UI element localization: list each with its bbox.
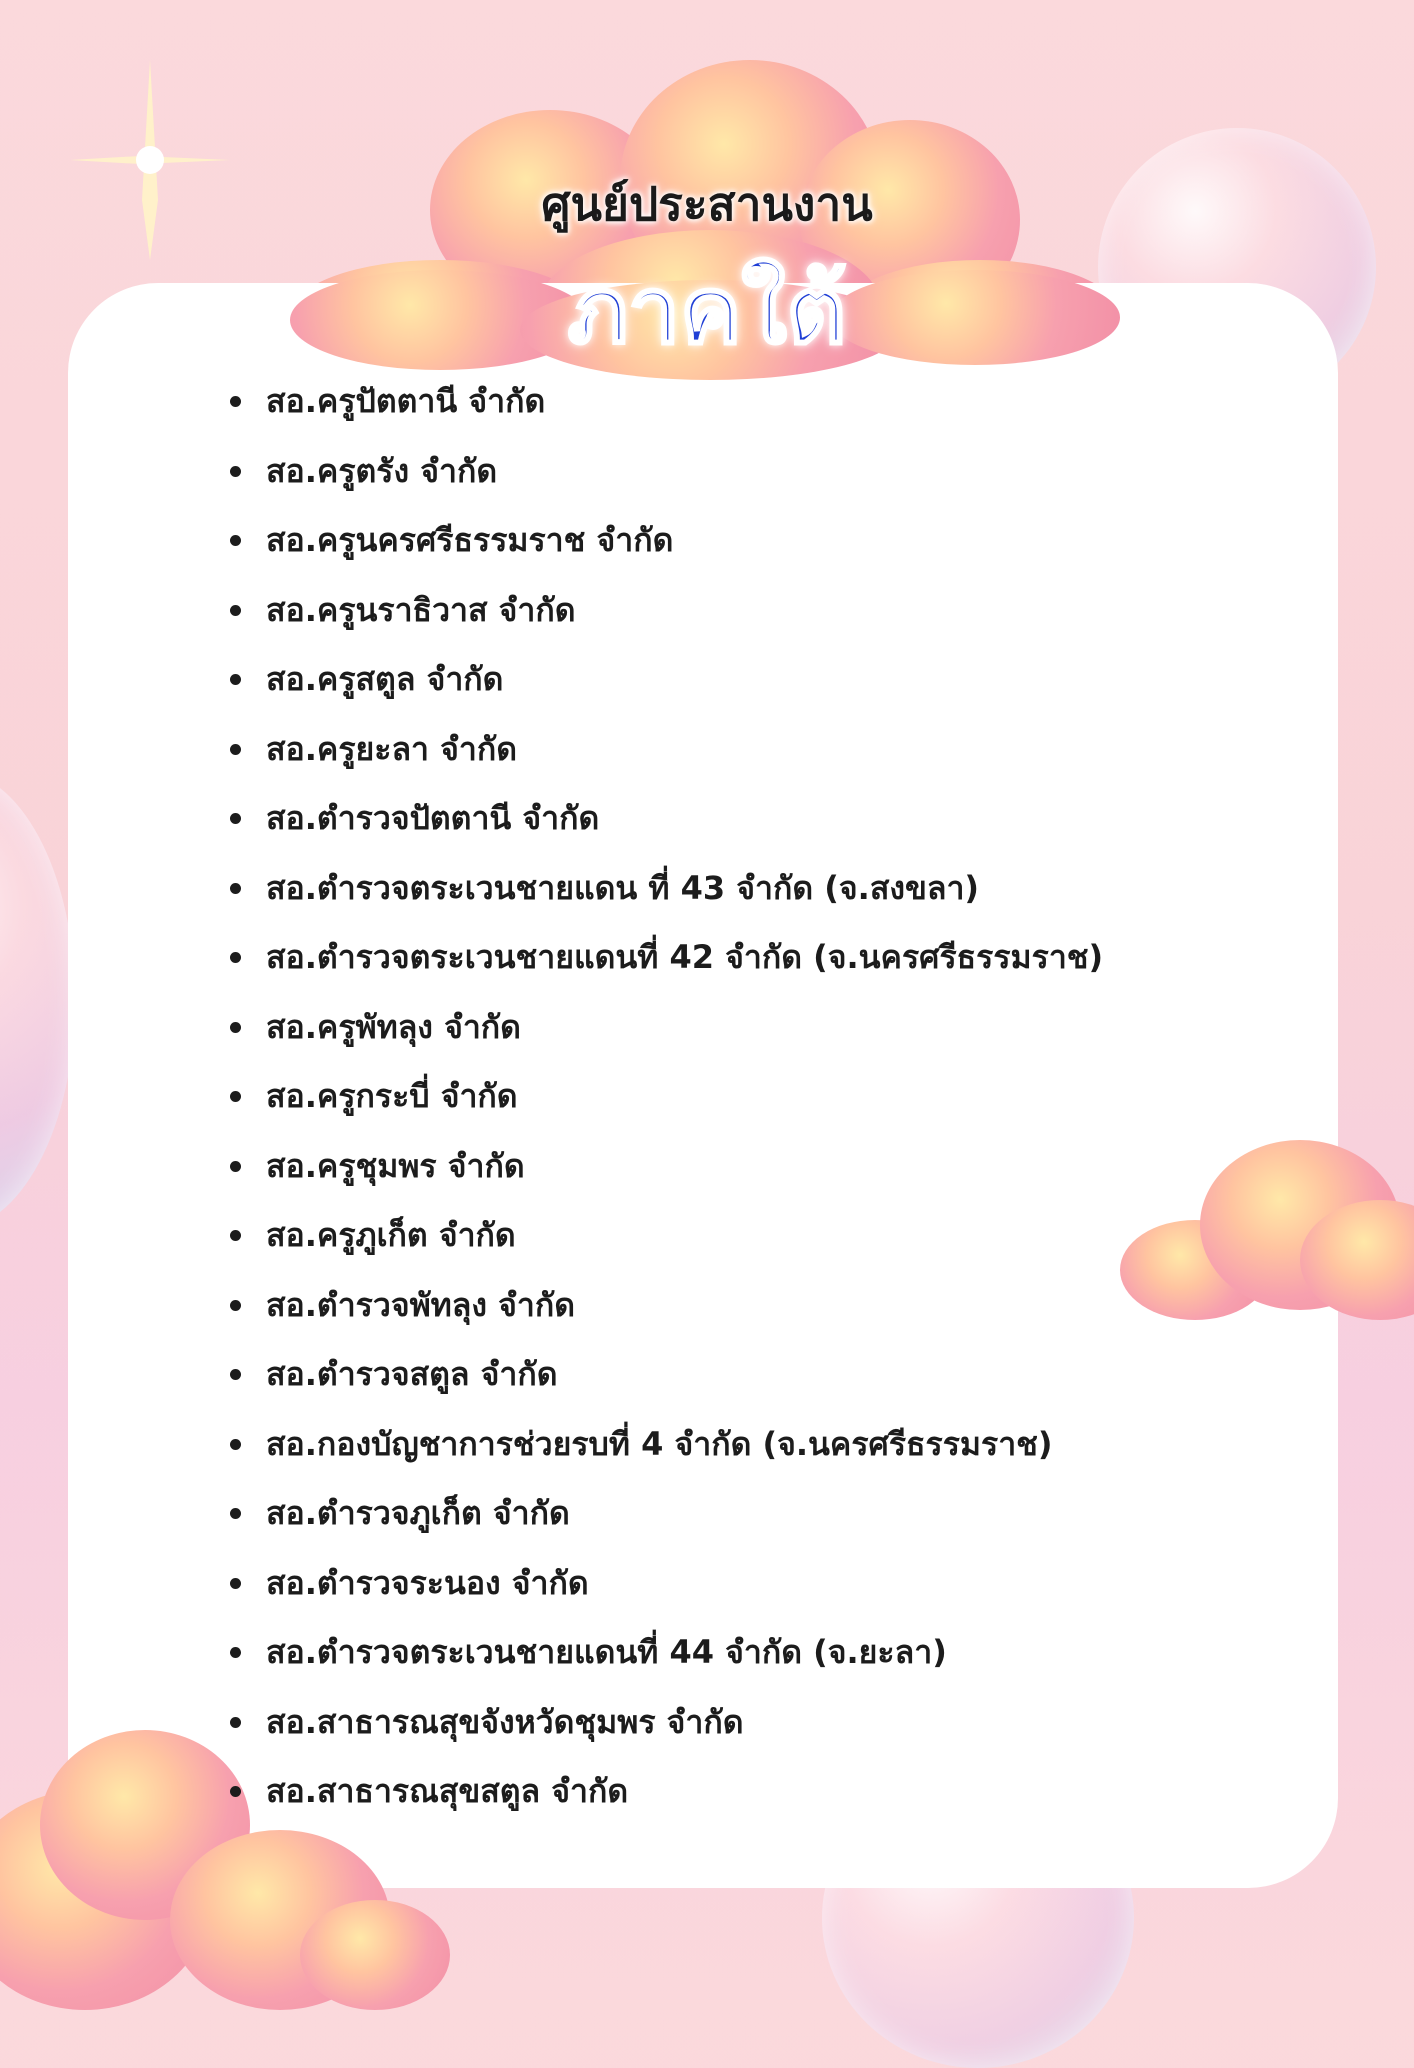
list-item-label: สอ.ครูสตูล จำกัด [266, 660, 504, 698]
list-item [224, 577, 1284, 647]
list-item [224, 785, 1284, 855]
bullet-icon [230, 952, 241, 963]
bullet-icon [230, 1786, 241, 1797]
bullet-icon [230, 1022, 241, 1033]
bullet-icon [230, 605, 241, 616]
list-item-label: สอ.ตำรวจพัทลุง จำกัด [266, 1285, 575, 1324]
list-item-label: สอ.สาธารณสุขจังหวัดชุมพร จำกัด [266, 1702, 744, 1741]
bullet-icon [230, 535, 241, 546]
list-item [224, 1341, 1284, 1411]
list-item [224, 1272, 1284, 1342]
list-item-label: สอ.ครูยะลา จำกัด [266, 729, 518, 768]
list-item-label: สอ.ตำรวจสตูล จำกัด [266, 1355, 558, 1393]
bullet-icon [230, 1369, 241, 1380]
list-item [224, 1689, 1284, 1759]
bullet-icon [230, 1439, 241, 1450]
bullet-icon [230, 466, 241, 477]
list-item-label: สอ.ครูชุมพร จำกัด [266, 1146, 525, 1185]
list-item [224, 646, 1284, 716]
bubble-left [0, 770, 75, 1230]
list-item-label: สอ.ครูพัทลุง จำกัด [266, 1007, 521, 1046]
list-item-label: สอ.ตำรวจตระเวนชายแดนที่ 42 จำกัด (จ.นครศรีธรรมราช) [266, 938, 1104, 976]
list-item-label: สอ.ครูกระบี่ จำกัด [266, 1077, 518, 1115]
bullet-icon [230, 674, 241, 685]
bullet-icon [230, 1508, 241, 1519]
bullet-icon [230, 813, 241, 824]
bullet-icon [230, 1717, 241, 1728]
list-item [224, 855, 1284, 925]
list-item [224, 368, 1284, 438]
page-title: ภาคใต้ [567, 257, 847, 364]
list-item [224, 1063, 1284, 1133]
bullet-icon [230, 1091, 241, 1102]
list-item-label: สอ.ตำรวจตระเวนชายแดนที่ 44 จำกัด (จ.ยะลา) [266, 1633, 947, 1671]
list-item [224, 1619, 1284, 1689]
bullet-icon [230, 1578, 241, 1589]
bullet-icon [230, 1300, 241, 1311]
list-item [224, 1480, 1284, 1550]
page-subtitle: ศูนย์ประสานงาน [541, 177, 873, 231]
list-item-label: สอ.ตำรวจระนอง จำกัด [266, 1563, 589, 1602]
list-item [224, 1550, 1284, 1620]
list-item [224, 1411, 1284, 1481]
bullet-icon [230, 883, 241, 894]
list-item-label: สอ.ครูนครศรีธรรมราช จำกัด [266, 521, 674, 559]
list-item [224, 1133, 1284, 1203]
list-item-label: สอ.ครูตรัง จำกัด [266, 451, 498, 490]
bullet-icon [230, 1161, 241, 1172]
list-item [224, 507, 1284, 577]
bullet-icon [230, 396, 241, 407]
list-item-label: สอ.ตำรวจปัตตานี จำกัด [266, 799, 600, 837]
list-item [224, 1202, 1284, 1272]
list-item [224, 716, 1284, 786]
list-item [224, 1758, 1284, 1828]
bullet-icon [230, 744, 241, 755]
list-item-label: สอ.ตำรวจตระเวนชายแดน ที่ 43 จำกัด (จ.สงขลา) [266, 868, 980, 907]
bullet-icon [230, 1230, 241, 1241]
list-item-label: สอ.กองบัญชาการช่วยรบที่ 4 จำกัด (จ.นครศรีธรรมราช) [266, 1424, 1053, 1463]
cooperative-list [224, 368, 1284, 1828]
list-item-label: สอ.ครูนราธิวาส จำกัด [266, 590, 576, 629]
list-item-label: สอ.ครูภูเก็ต จำกัด [266, 1216, 516, 1254]
list-item [224, 994, 1284, 1064]
list-item-label: สอ.ครูปัตตานี จำกัด [266, 382, 546, 420]
list-item [224, 438, 1284, 508]
list-item-label: สอ.ตำรวจภูเก็ต จำกัด [266, 1494, 570, 1532]
list-item [224, 924, 1284, 994]
list-item-label: สอ.สาธารณสุขสตูล จำกัด [266, 1772, 629, 1810]
bullet-icon [230, 1647, 241, 1658]
